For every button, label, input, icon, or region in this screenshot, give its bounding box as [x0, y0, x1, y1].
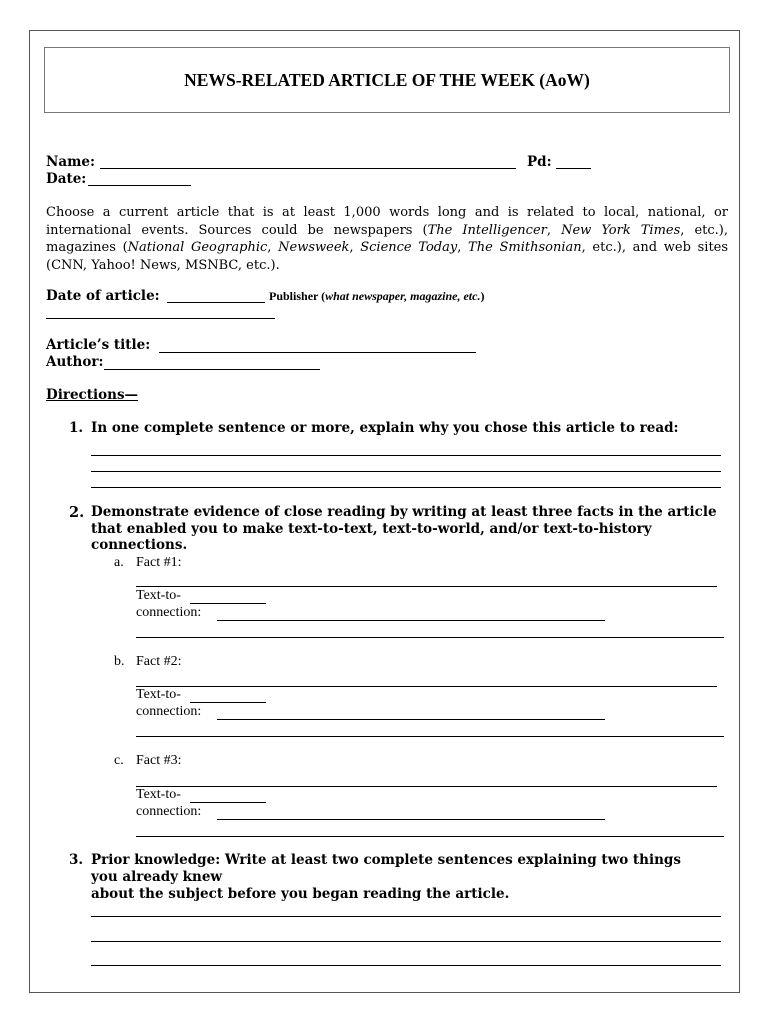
name-label: Name:	[46, 154, 95, 170]
question-3-number: 3.	[69, 852, 84, 868]
question-3-text-continued: about the subject before you began reading the article.	[91, 886, 510, 902]
article-title-field[interactable]	[159, 352, 476, 353]
fact-3-letter: c.	[114, 753, 124, 768]
fact-1-text-to: Text-to-	[136, 588, 181, 603]
pd-label: Pd:	[527, 154, 552, 170]
fact-3-connection-line-2[interactable]	[136, 836, 724, 837]
date-field[interactable]	[88, 185, 191, 186]
answer-line[interactable]	[91, 471, 721, 472]
fact-2-connection-label: connection:	[136, 704, 202, 719]
fact-1-label: Fact #1:	[136, 555, 182, 570]
answer-line[interactable]	[91, 455, 721, 456]
date-label: Date:	[46, 171, 87, 187]
fact-2-text-to: Text-to-	[136, 687, 181, 702]
fact-3-line[interactable]	[136, 786, 717, 787]
question-2-text: Demonstrate evidence of close reading by writing at least three facts in the article that enabled you to make text-to-text, text-to-world, and/or text-to-history connections.	[91, 504, 717, 553]
fact-3-connection-label: connection:	[136, 804, 202, 819]
article-date-field[interactable]	[167, 302, 265, 303]
fact-2-connection-line-2[interactable]	[136, 736, 724, 737]
worksheet-page	[29, 30, 740, 993]
fact-3-label: Fact #3:	[136, 753, 182, 768]
answer-line[interactable]	[91, 965, 721, 966]
answer-line[interactable]	[91, 916, 721, 917]
fact-1-line[interactable]	[136, 586, 717, 587]
fact-2-connection-type[interactable]	[190, 702, 266, 703]
question-3-text: Prior knowledge: Write at least two complete sentences explaining two things you already knew	[91, 852, 681, 885]
answer-line[interactable]	[91, 941, 721, 942]
instructions-paragraph: Choose a current article that is at least 1,000 words long and is related to local, national, or international events. Sources could be newspapers (The Intelligencer, New York Times, etc.), magazines (National Geographic, Newsweek, Science Today, The Smithsonian, etc.), and web sites (CNN, Yahoo! News, MSNBC, etc.).	[46, 205, 729, 273]
fact-1-connection-type[interactable]	[190, 603, 266, 604]
question-1-text: In one complete sentence or more, explain why you chose this article to read:	[91, 420, 679, 436]
fact-1-connection-line-2[interactable]	[136, 637, 724, 638]
fact-2-label: Fact #2:	[136, 654, 182, 669]
question-1-number: 1.	[69, 420, 84, 436]
question-2-number: 2.	[69, 504, 85, 521]
article-title-label: Article’s title:	[46, 337, 151, 353]
answer-line[interactable]	[91, 487, 721, 488]
publisher-field[interactable]	[46, 318, 275, 319]
pd-field[interactable]	[556, 168, 591, 169]
author-label: Author:	[46, 354, 104, 370]
directions-heading: Directions—	[46, 387, 139, 403]
fact-2-letter: b.	[114, 654, 125, 669]
fact-2-connection-line[interactable]	[217, 719, 605, 720]
fact-1-connection-label: connection:	[136, 605, 202, 620]
fact-1-letter: a.	[114, 555, 124, 570]
fact-3-connection-type[interactable]	[190, 802, 266, 803]
article-date-label: Date of article:	[46, 288, 160, 304]
page-title: NEWS-RELATED ARTICLE OF THE WEEK (AoW)	[184, 69, 590, 90]
author-field[interactable]	[104, 369, 320, 370]
publisher-label: Publisher (what newspaper, magazine, etc.)	[269, 289, 485, 303]
title-box	[44, 47, 730, 113]
name-field[interactable]	[100, 168, 516, 169]
fact-3-text-to: Text-to-	[136, 787, 181, 802]
fact-2-line[interactable]	[136, 686, 717, 687]
fact-3-connection-line[interactable]	[217, 819, 605, 820]
fact-1-connection-line[interactable]	[217, 620, 605, 621]
